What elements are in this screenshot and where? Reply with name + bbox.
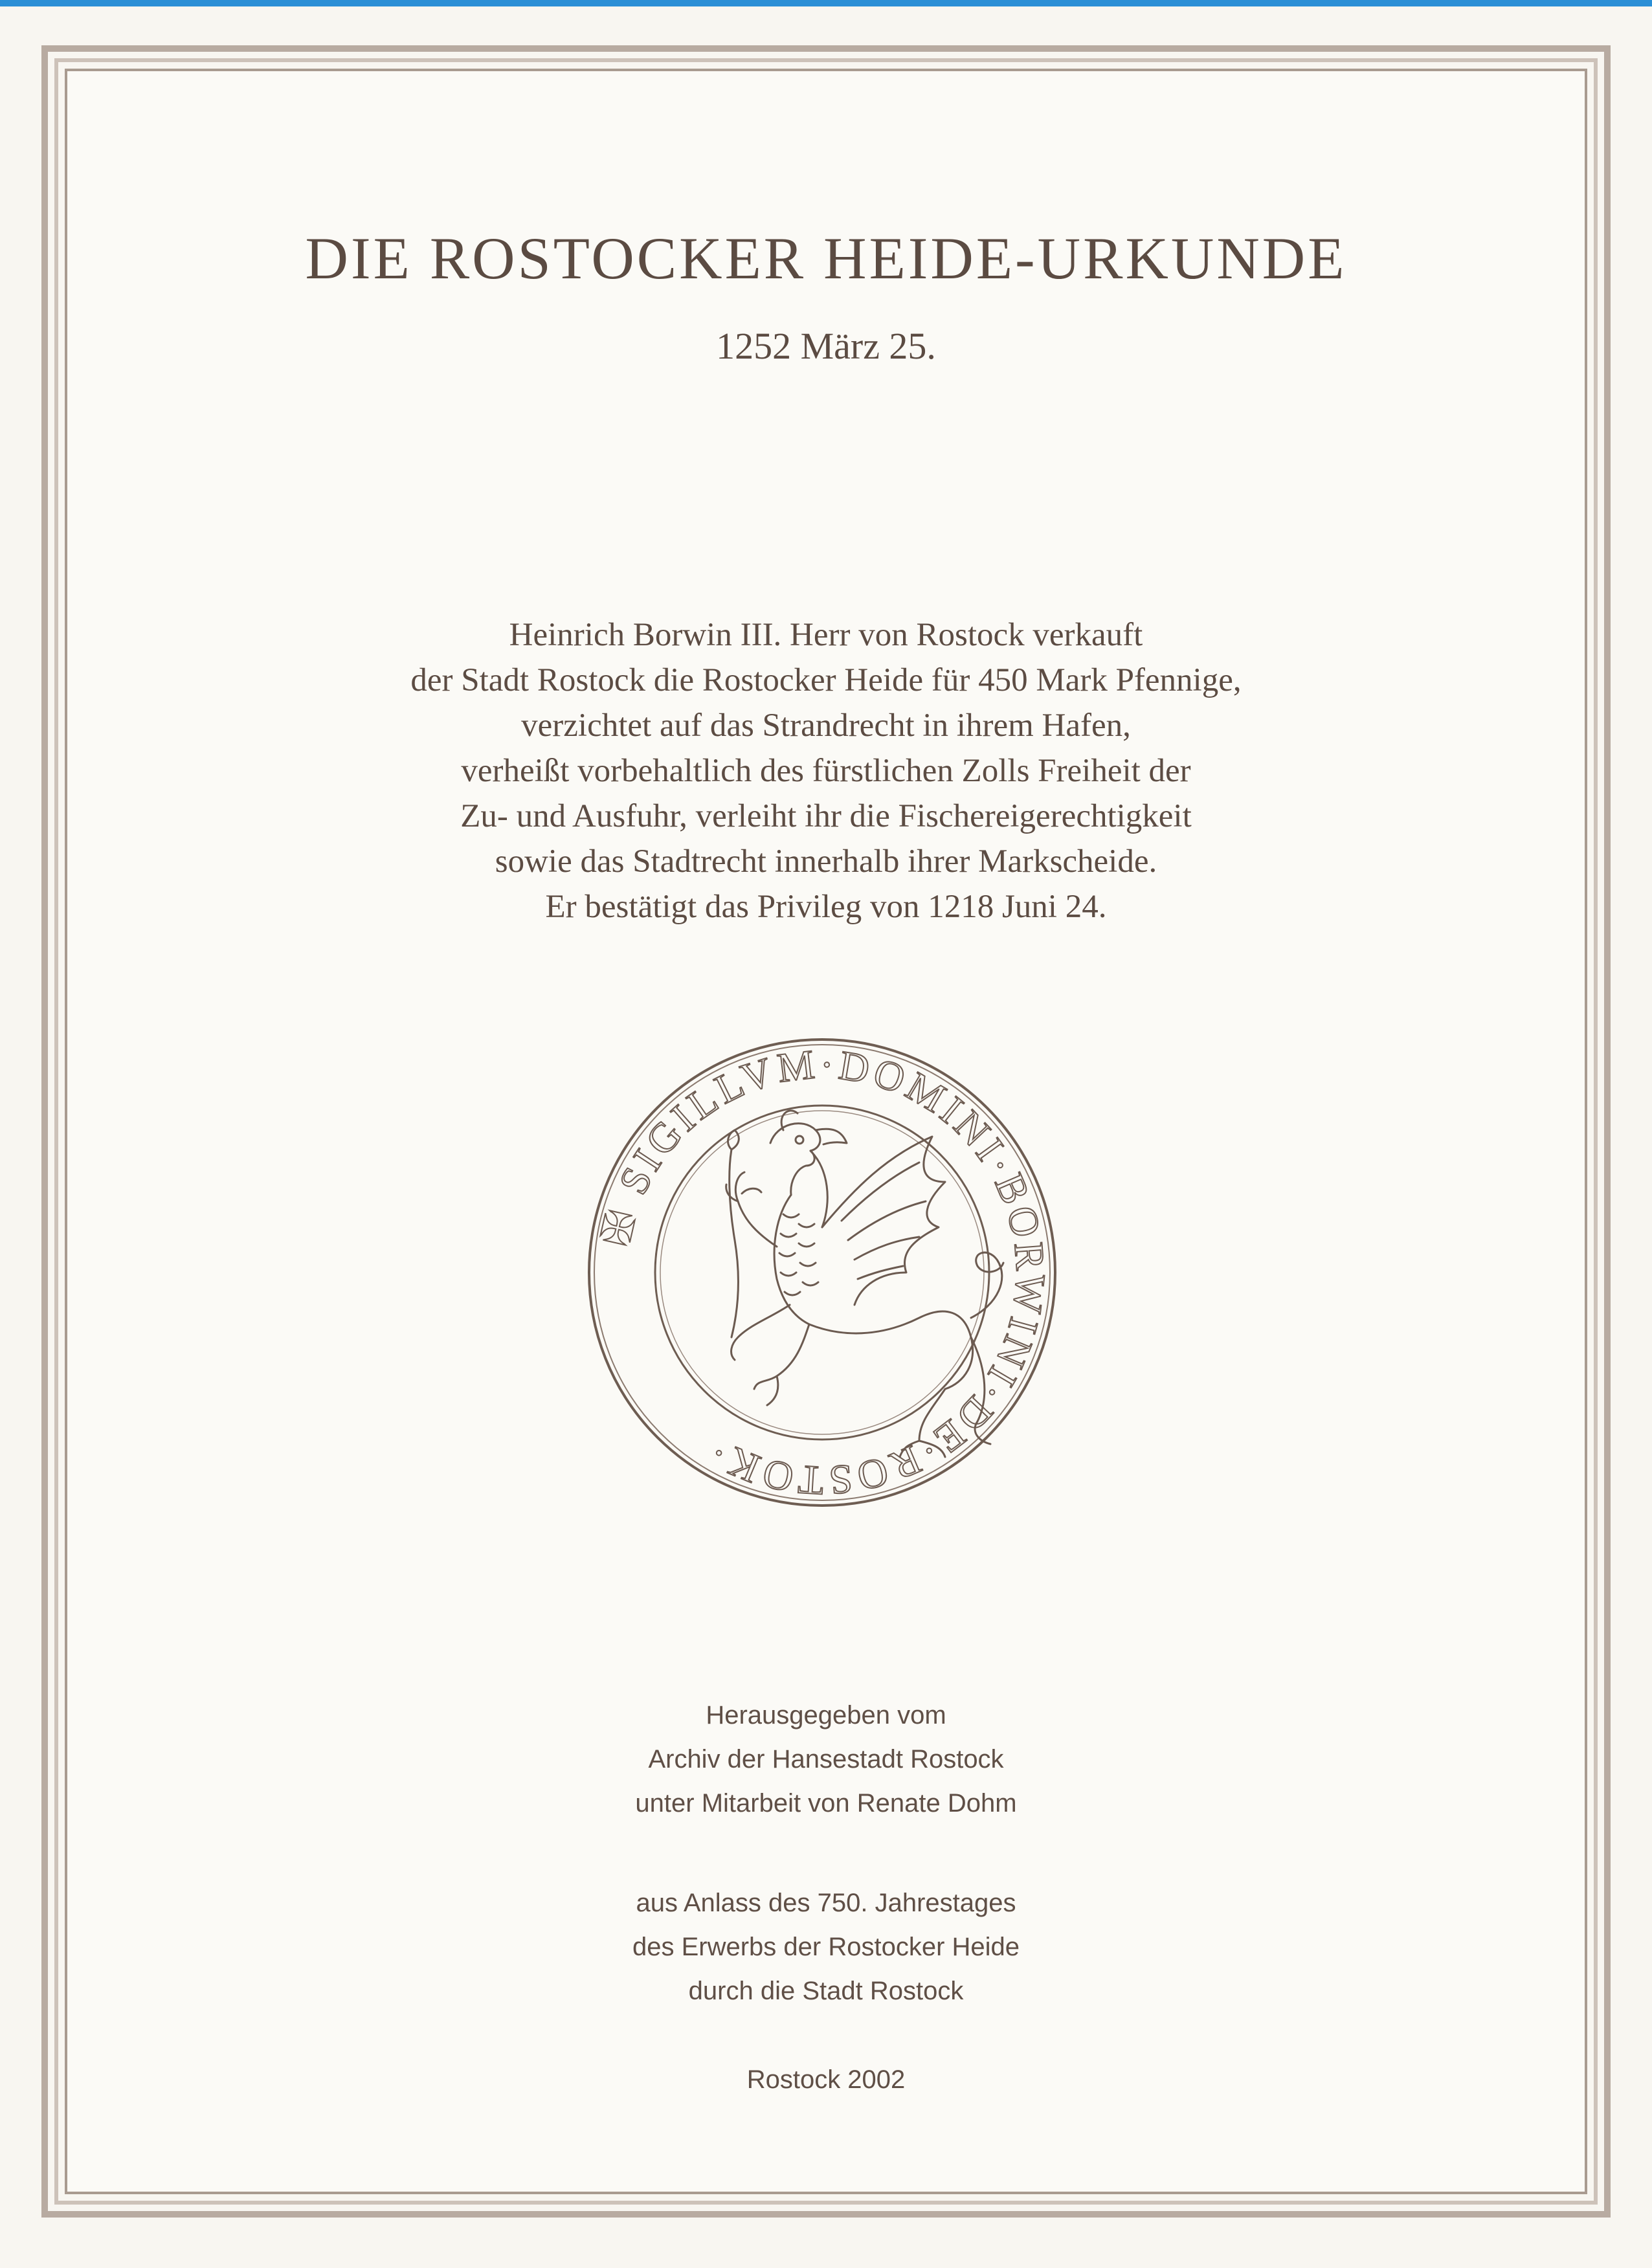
- title-page: [65, 69, 1587, 2194]
- griffin-seal-icon: [583, 1033, 1062, 1512]
- summary-line: Heinrich Borwin III. Herr von Rostock verkauft: [509, 617, 1143, 653]
- occasion-line: durch die Stadt Rostock: [688, 1977, 964, 2005]
- occasion-line: aus Anlass des 750. Jahrestages: [636, 1889, 1016, 1917]
- summary-line: Er bestätigt das Privileg von 1218 Juni 24.: [545, 889, 1107, 925]
- summary-line: der Stadt Rostock die Rostocker Heide für 450 Mark Pfennige,: [410, 662, 1242, 698]
- document-summary: [65, 612, 1587, 929]
- occasion-line: des Erwerbs der Rostocker Heide: [632, 1933, 1020, 1961]
- imprint-line: Archiv der Hansestadt Rostock: [648, 1745, 1004, 1773]
- summary-line: verzichtet auf das Strandrecht in ihrem Hafen,: [521, 707, 1131, 744]
- imprint-block: [65, 1693, 1587, 1825]
- imprint-line: unter Mitarbeit von Renate Dohm: [635, 1789, 1017, 1818]
- imprint-line: Herausgegeben vom: [706, 1701, 946, 1729]
- seal-legend-text: ✠ SIGILLVM·DOMINI·BORWINI·DE·ROSTOK·: [592, 1040, 1055, 1504]
- summary-line: sowie das Stadtrecht innerhalb ihrer Markscheide.: [495, 843, 1157, 880]
- summary-line: Zu- und Ausfuhr, verleiht ihr die Fischereigerechtigkeit: [460, 798, 1192, 834]
- occasion-block: [65, 1881, 1587, 2013]
- summary-line: verheißt vorbehaltlich des fürstlichen Zolls Freiheit der: [461, 753, 1191, 789]
- document-title: DIE ROSTOCKER HEIDE-URKUNDE: [305, 225, 1347, 291]
- document-date: 1252 März 25.: [716, 325, 936, 367]
- scan-edge: [0, 0, 1652, 6]
- place-year: Rostock 2002: [746, 2065, 906, 2094]
